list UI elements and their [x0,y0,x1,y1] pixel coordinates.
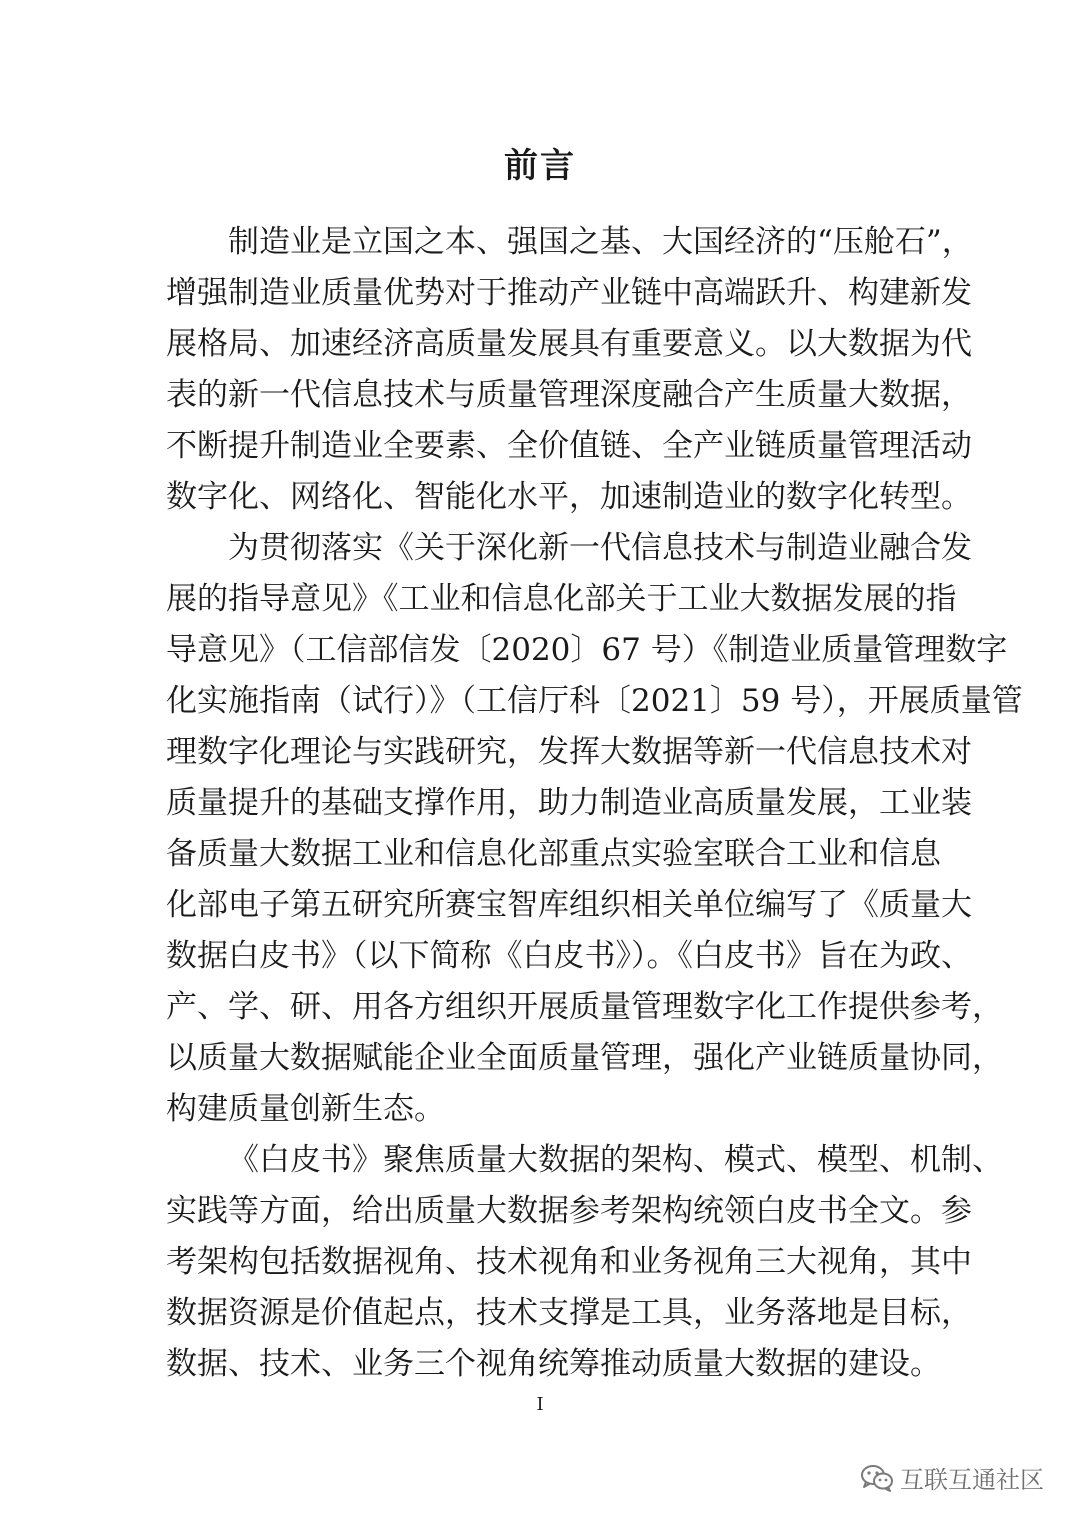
paragraph-line: 增强制造业质量优势对于推动产业链中高端跃升、构建新发 [166,275,972,311]
paragraph-line: 为贯彻落实《关于深化新一代信息技术与制造业融合发 [228,530,972,566]
paragraph-line: 以质量大数据赋能企业全面质量管理，强化产业链质量协同， [166,1040,1003,1076]
paragraph-line: 质量提升的基础支撑作用，助力制造业高质量发展，工业装 [166,785,972,821]
paragraph-line: 理数字化理论与实践研究，发挥大数据等新一代信息技术对 [166,734,972,770]
paragraph-line: 考架构包括数据视角、技术视角和业务视角三大视角，其中 [166,1244,972,1280]
wechat-icon [860,1464,894,1492]
paragraph-line: 展格局、加速经济高质量发展具有重要意义。以大数据为代 [166,326,972,362]
paragraph-line: 数据、技术、业务三个视角统筹推动质量大数据的建设。 [166,1346,941,1382]
watermark [860,1460,1044,1495]
paragraph-line: 不断提升制造业全要素、全价值链、全产业链质量管理活动 [166,428,972,464]
paragraph-line: 表的新一代信息技术与质量管理深度融合产生质量大数据， [166,377,972,413]
paragraph-line: 数据资源是价值起点，技术支撑是工具，业务落地是目标， [166,1295,972,1331]
page-number: I [536,1394,544,1415]
paragraph-line: 化部电子第五研究所赛宝智库组织相关单位编写了《质量大 [166,887,972,923]
paragraph-line: 数字化、网络化、智能化水平，加速制造业的数字化转型。 [166,479,972,515]
watermark-text: 互联互通社区 [900,1466,1044,1494]
paragraph-line: 《白皮书》聚焦质量大数据的架构、模式、模型、机制、 [228,1142,1003,1178]
page-title: 前言 [504,146,576,186]
paragraph-line: 展的指导意见》《工业和信息化部关于工业大数据发展的指 [166,581,957,617]
paragraph-line: 制造业是立国之本、强国之基、大国经济的“压舱石”， [228,224,973,260]
paragraph-line: 数据白皮书》（以下简称《白皮书》）。《白皮书》旨在为政、 [166,938,972,974]
paragraph-line: 备质量大数据工业和信息化部重点实验室联合工业和信息 [166,836,941,872]
paragraph-line: 导意见》（工信部信发〔2020〕67 号）《制造业质量管理数字 [166,632,1008,668]
paragraph-line: 产、学、研、用各方组织开展质量管理数字化工作提供参考， [166,989,1003,1025]
paragraph-line: 构建质量创新生态。 [166,1091,445,1127]
paragraph-line: 实践等方面，给出质量大数据参考架构统领白皮书全文。参 [166,1193,972,1229]
paragraph-line: 化实施指南（试行）》（工信厅科〔2021〕59 号），开展质量管 [166,683,1023,719]
